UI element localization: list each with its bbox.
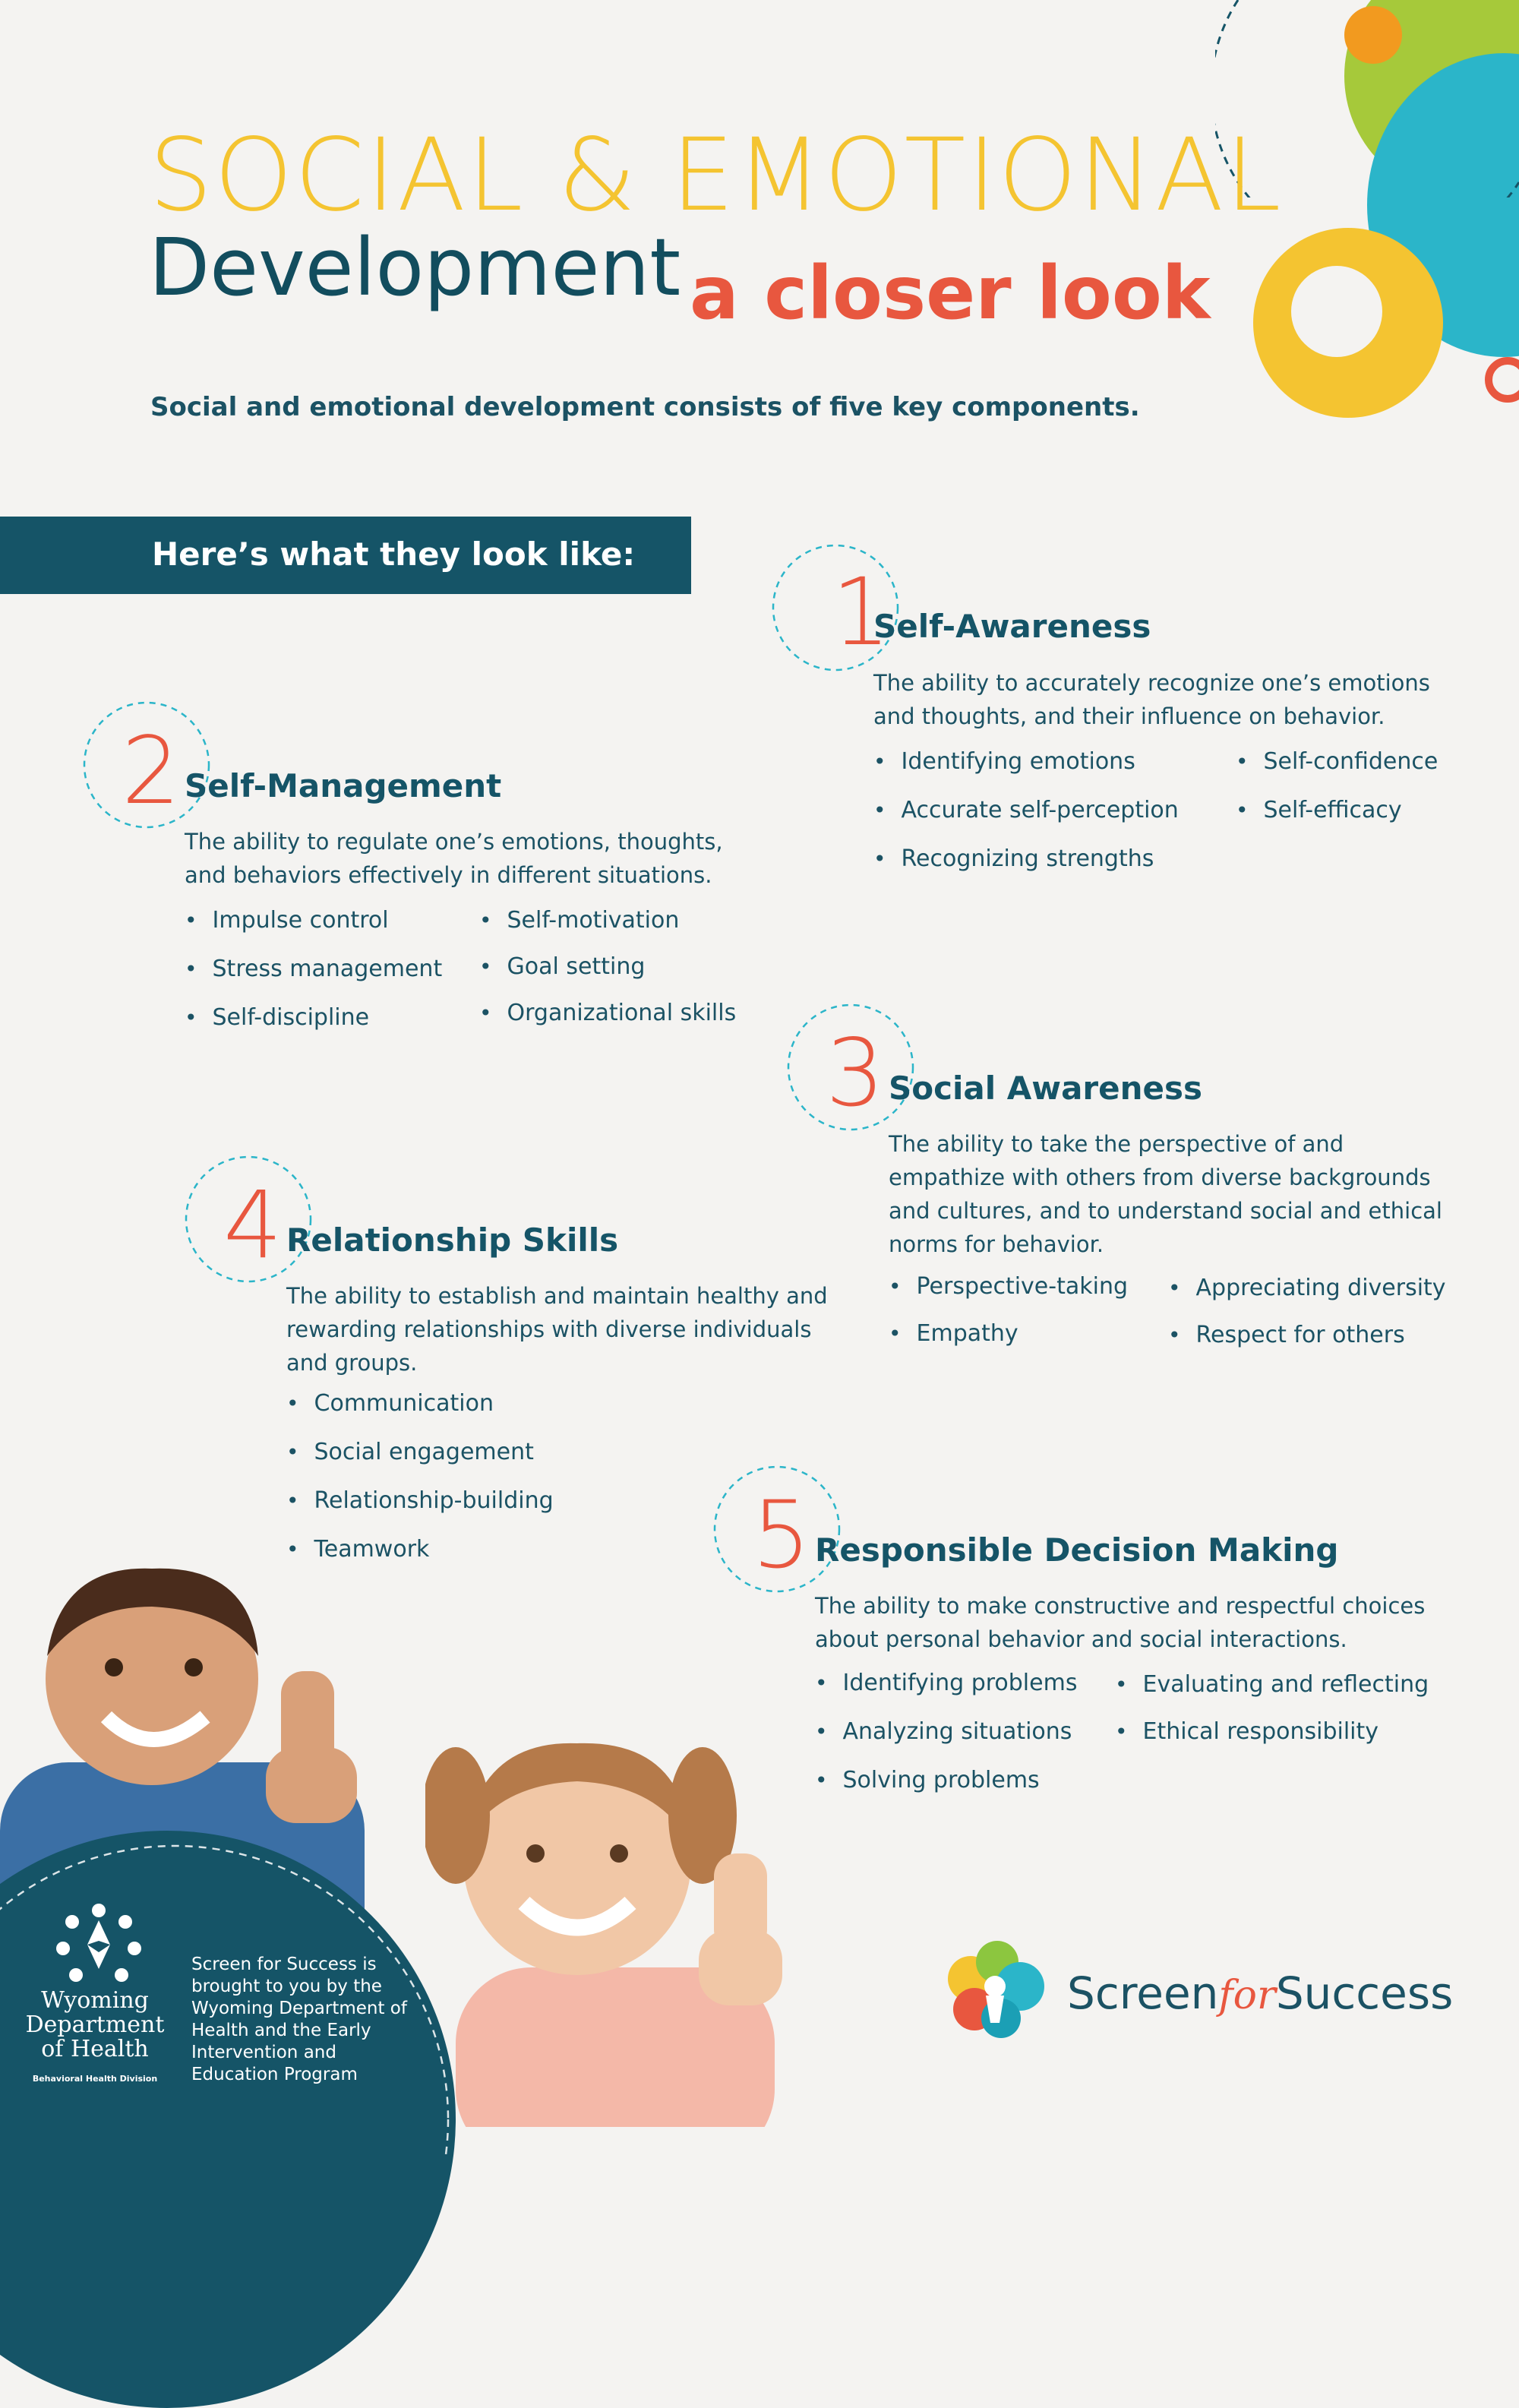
deco-heart-mark — [1291, 266, 1382, 357]
section-title: Responsible Decision Making — [815, 1531, 1339, 1569]
list-item: • Perspective-taking — [889, 1273, 1128, 1320]
list-item: • Ethical responsibility — [1115, 1718, 1429, 1765]
item-list-col1 — [815, 1670, 1077, 1815]
section-description: The ability to accurately recognize one’s emotions and thoughts, and their influence on behavior. — [873, 670, 1430, 729]
section-title: Self-Management — [185, 767, 502, 804]
item-list-col1 — [889, 1273, 1128, 1367]
list-item: • Empathy — [889, 1320, 1128, 1367]
wdh-people-icon — [49, 1899, 148, 1990]
list-item: • Evaluating and reflecting — [1115, 1671, 1429, 1718]
list-item: • Communication — [286, 1390, 554, 1439]
brand-part-1: Screen — [1067, 1967, 1219, 2019]
brand-part-3: Success — [1275, 1967, 1454, 2019]
list-item: • Relationship-building — [286, 1487, 554, 1536]
list-item: • Organizational skills — [479, 1000, 736, 1046]
list-item: • Teamwork — [286, 1536, 554, 1585]
list-item: • Stress management — [185, 956, 442, 1004]
section-number: 3 — [826, 1019, 885, 1127]
title-accent: a closer look — [690, 251, 1211, 336]
banner — [0, 517, 691, 594]
list-item: • Social engagement — [286, 1439, 554, 1487]
section-title: Social Awareness — [889, 1070, 1202, 1107]
list-item: • Appreciating diversity — [1168, 1275, 1446, 1322]
number-circle — [786, 1003, 915, 1132]
list-item: • Accurate self-perception — [873, 797, 1179, 845]
section-number: 4 — [223, 1171, 283, 1279]
list-item: • Analyzing situations — [815, 1718, 1077, 1767]
list-item: • Self-efficacy — [1236, 797, 1438, 845]
wdh-line-3: of Health — [41, 2036, 149, 2062]
brand-part-2: for — [1218, 1973, 1276, 2018]
girl-photo — [425, 1702, 805, 2127]
number-circle — [184, 1155, 313, 1284]
item-list-col2 — [1115, 1671, 1429, 1765]
section-description: The ability to take the perspective of and empathize with others from diverse backgrounds and cultures, and to understand social and ethical norms for behavior. — [889, 1131, 1442, 1257]
list-item: • Recognizing strengths — [873, 845, 1179, 894]
number-circle — [82, 700, 211, 830]
screen-for-success-logo-icon — [940, 1933, 1054, 2047]
deco-circle-orange-edge — [1485, 357, 1519, 403]
section-description: The ability to make constructive and respectful choices about personal behavior and social interactions. — [815, 1593, 1426, 1652]
intro-text: Social and emotional development consists of five key components. — [150, 392, 1140, 422]
list-item: • Respect for others — [1168, 1322, 1446, 1369]
section-description: The ability to establish and maintain healthy and rewarding relationships with diverse individuals and groups. — [286, 1283, 828, 1376]
list-item: • Self-discipline — [185, 1004, 442, 1053]
list-item: • Self-motivation — [479, 907, 736, 953]
item-list-col2 — [1236, 748, 1438, 845]
item-list-col1 — [873, 748, 1179, 894]
section-title: Self-Awareness — [873, 608, 1151, 645]
section-number: 5 — [752, 1481, 811, 1589]
section-title: Relationship Skills — [286, 1221, 619, 1259]
banner-text: Here’s what they look like: — [152, 536, 636, 573]
list-item: • Self-confidence — [1236, 748, 1438, 797]
section-number: 1 — [832, 558, 891, 666]
wdh-line-2: Department — [25, 2011, 165, 2038]
list-item: • Goal setting — [479, 953, 736, 1000]
section-description: The ability to regulate one’s emotions, thoughts, and behaviors effectively in different situations. — [185, 829, 723, 888]
list-item: • Identifying problems — [815, 1670, 1077, 1718]
item-list-col1 — [185, 907, 442, 1053]
list-item: • Identifying emotions — [873, 748, 1179, 797]
title-line-1: SOCIAL & EMOTIONAL — [149, 117, 1283, 234]
footer-blurb: Screen for Success is brought to you by the Wyoming Department of Health and the Early Intervention and Education Program — [191, 1955, 407, 2084]
list-item: • Impulse control — [185, 907, 442, 956]
wdh-line-1: Wyoming — [41, 1987, 149, 2014]
item-list-col2 — [1168, 1275, 1446, 1369]
title-line-2: Development — [149, 221, 681, 314]
number-circle — [712, 1465, 842, 1594]
section-number: 2 — [122, 717, 181, 825]
item-list-col2 — [479, 907, 736, 1046]
wdh-division: Behavioral Health Division — [32, 2074, 158, 2084]
list-item: • Solving problems — [815, 1767, 1077, 1815]
screen-for-success-wordmark — [1067, 1967, 1453, 2019]
wdh-org-name — [15, 1989, 175, 2062]
